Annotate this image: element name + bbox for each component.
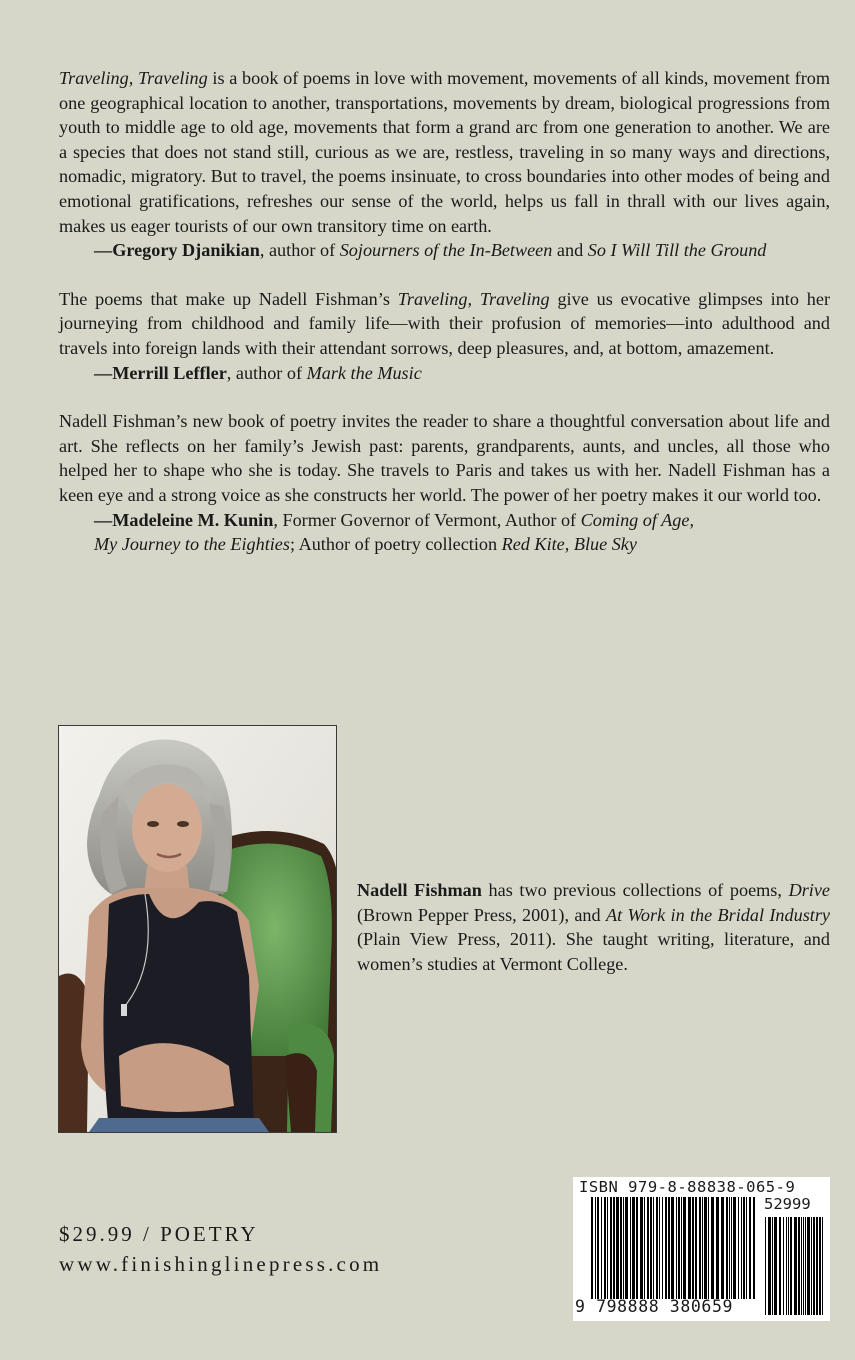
barcode-bar — [647, 1197, 649, 1299]
barcode-bar — [794, 1217, 797, 1315]
barcode-bar — [695, 1197, 697, 1299]
barcode-bar — [765, 1217, 766, 1315]
barcode-bar — [753, 1197, 755, 1299]
barcode-bar — [811, 1217, 812, 1315]
barcode-bar — [671, 1197, 674, 1299]
price-category: $29.99 / POETRY — [59, 1222, 259, 1246]
blurb-attribution: —Merrill Leffler, author of Mark the Music — [94, 362, 422, 383]
barcode-bar — [746, 1197, 747, 1299]
blurb-body: Traveling, Traveling is a book of poems in love with movement, movements of all kinds, movement from one geographical location to another, transportations, movements by dream, biological progressions from youth to middle age to old age, movements that form a grand arc from one generation to another. We are a species that does not stand still, curious as we are, restless, traveling in so many ways and directions, nomadic, migratory. But to travel, the poems insinuate, to cross boundaries into other modes of being and emotional gratifications, refreshes our sense of the world, helps us fall in thrall with our lives again, makes us eager tourists of our own transitory time on earth. — [59, 68, 830, 236]
barcode-bar — [613, 1197, 615, 1299]
barcode-bar — [716, 1197, 719, 1299]
barcode-bar — [813, 1217, 815, 1315]
barcode-bar — [699, 1197, 701, 1299]
barcode-bar — [702, 1197, 703, 1299]
barcode-bar — [786, 1217, 787, 1315]
barcode-bar — [604, 1197, 606, 1299]
barcode-bar — [749, 1197, 751, 1299]
barcode-bar — [772, 1217, 773, 1315]
blurb-attribution: —Gregory Djanikian, author of Sojourners of the In-Between and So I Will Till the Ground — [94, 240, 767, 261]
barcode-bar — [788, 1217, 789, 1315]
barcode-bar — [721, 1197, 724, 1299]
barcode-bar — [779, 1217, 781, 1315]
barcode-bar — [741, 1197, 742, 1299]
publisher-url: www.finishinglinepress.com — [59, 1252, 383, 1276]
barcode-bar — [704, 1197, 707, 1299]
barcode-bar — [620, 1197, 622, 1299]
barcode-bar — [798, 1217, 800, 1315]
barcode-bar — [711, 1197, 714, 1299]
blurb-body: The poems that make up Nadell Fishman’s Traveling, Traveling give us evocative glimpses into her journeying from childhood and family life—with their profusion of memories—into adulthood and travels into foreign lands with their attendant sorrows, deep pleasures, and, at bottom, amazement. — [59, 288, 830, 358]
addon-number: 52999 — [764, 1195, 811, 1213]
barcode-bar — [733, 1197, 736, 1299]
blurb-djanikian — [59, 66, 830, 263]
barcode-bar — [616, 1197, 619, 1299]
barcode-bar — [683, 1197, 686, 1299]
barcode-bar — [688, 1197, 691, 1299]
ean-number: 9 798888 380659 — [575, 1297, 734, 1316]
barcode-bar — [659, 1197, 660, 1299]
barcode-bar — [591, 1197, 593, 1299]
barcode-bar — [601, 1197, 602, 1299]
blurb-leffler — [59, 287, 830, 385]
barcode-bar — [738, 1197, 739, 1299]
barcode-bar — [644, 1197, 645, 1299]
barcode-bar — [681, 1197, 682, 1299]
blurb-attribution-cont: My Journey to the Eighties; Author of poetry collection Red Kite, Blue Sky — [94, 534, 637, 555]
isbn-barcode — [573, 1177, 830, 1321]
barcode-bar — [632, 1197, 635, 1299]
barcode-bar — [607, 1197, 608, 1299]
isbn-label: ISBN 979-8-88838-065-9 — [579, 1178, 796, 1196]
barcode-bar — [729, 1197, 730, 1299]
barcode-bar — [597, 1197, 599, 1299]
barcode-bar — [708, 1197, 709, 1299]
barcode-bar — [676, 1197, 677, 1299]
barcode-bar — [692, 1197, 694, 1299]
barcode-bar — [678, 1197, 680, 1299]
barcode-bar — [595, 1197, 596, 1299]
barcode-bar — [774, 1217, 777, 1315]
blurb-body: Nadell Fishman’s new book of poetry invites the reader to share a thoughtful conversation about life and art. She reflects on her family’s Jewish past: parents, grandparents, aunts, and uncles, all those who helped her to shape who she is today. She travels to Paris and takes us with her. Nadell Fishman has a keen eye and a strong voice as she constructs her world. The power of her poetry makes it our world too. — [59, 411, 830, 505]
author-bio: Nadell Fishman has two previous collections of poems, Drive (Brown Pepper Press, 2001), and At Work in the Bridal Industry (Plain View Press, 2011). She taught writing, literature, and women’s studies at Vermont College. — [357, 880, 830, 974]
author-photo — [58, 725, 337, 1133]
barcode-bar — [805, 1217, 806, 1315]
barcode-bar — [803, 1217, 804, 1315]
barcode-bar — [790, 1217, 792, 1315]
blurb-kunin — [59, 409, 830, 557]
barcode-bar — [726, 1197, 728, 1299]
barcode-bar — [822, 1217, 823, 1315]
barcode-bar — [807, 1217, 810, 1315]
barcode-bar — [731, 1197, 732, 1299]
barcode-bar — [662, 1197, 663, 1299]
barcode-bar — [630, 1197, 631, 1299]
barcode-bar — [636, 1197, 638, 1299]
barcode-bar — [819, 1217, 821, 1315]
barcode-bar — [768, 1217, 771, 1315]
barcode-bar — [625, 1197, 628, 1299]
barcode-bar — [650, 1197, 652, 1299]
barcode-bar — [665, 1197, 667, 1299]
barcode-bar — [743, 1197, 745, 1299]
barcode-bar — [656, 1197, 658, 1299]
barcode-bar — [668, 1197, 670, 1299]
barcode-bar — [801, 1217, 802, 1315]
barcode-bar — [783, 1217, 784, 1315]
blurb-attribution: —Madeleine M. Kunin, Former Governor of Vermont, Author of Coming of Age, — [94, 509, 694, 530]
barcode-bar — [816, 1217, 818, 1315]
barcode-bar — [640, 1197, 643, 1299]
barcode-bar — [653, 1197, 654, 1299]
barcode-bar — [623, 1197, 624, 1299]
barcode-bar — [610, 1197, 612, 1299]
blurbs-section — [59, 66, 830, 581]
